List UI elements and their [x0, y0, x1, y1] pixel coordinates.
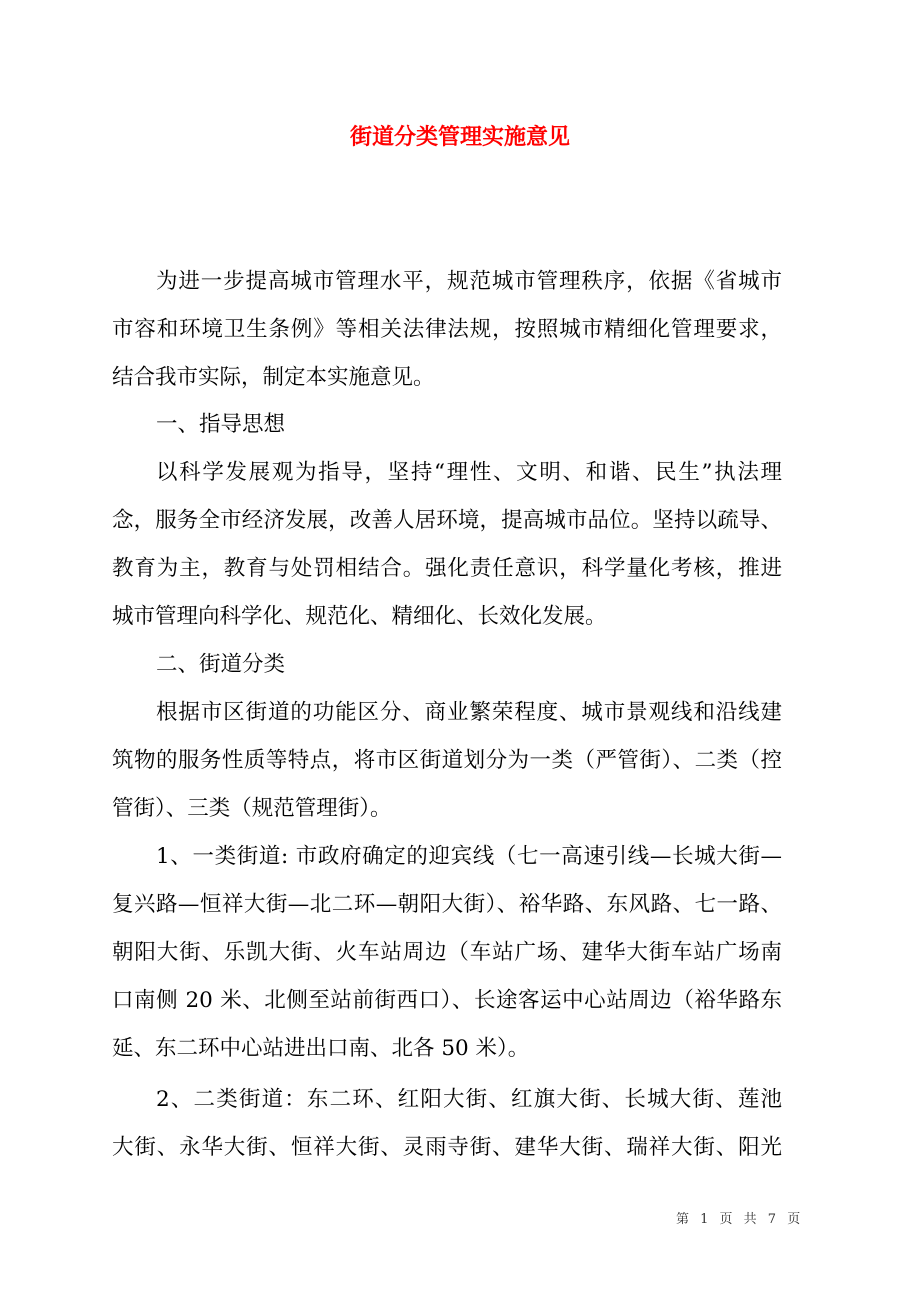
text-line: 大街、永华大街、恒祥大街、灵雨寺街、建华大街、瑞祥大街、阳光: [112, 1135, 782, 1160]
text-line: 1、一类街道: 市政府确定的迎宾线（七一高速引线—长城大街—: [156, 844, 782, 869]
text-line: 教育为主，教育与处罚相结合。强化责任意识，科学量化考核，推进: [112, 556, 782, 581]
text-line: 筑物的服务性质等特点，将市区街道划分为一类（严管街）、二类（控: [112, 748, 782, 773]
text-line: 为进一步提高城市管理水平，规范城市管理秩序，依据《省城市: [156, 269, 782, 294]
text-line: 以科学发展观为指导，坚持“理性、文明、和谐、民生”执法理: [156, 460, 782, 485]
text-line: 朝阳大街、乐凯大街、火车站周边（车站广场、建华大街车站广场南: [112, 940, 782, 965]
text-line: 管街）、三类（规范管理街）。: [112, 796, 392, 821]
text-line: 复兴路—恒祥大街—北二环—朝阳大街）、裕华路、东风路、七一路、: [112, 892, 782, 917]
document-title: 街道分类管理实施意见: [349, 124, 570, 150]
text-line: 延、东二环中心站进出口南、北各 50 米）。: [112, 1036, 530, 1061]
text-line: 口南侧 20 米、北侧至站前街西口）、长途客运中心站周边（裕华路东: [112, 988, 782, 1013]
text-line: 2、二类街道：东二环、红阳大街、红旗大街、长城大街、莲池: [156, 1087, 782, 1112]
text-line: 市容和环境卫生条例》等相关法律法规，按照城市精细化管理要求，: [112, 317, 782, 342]
text-line: 根据市区街道的功能区分、商业繁荣程度、城市景观线和沿线建: [156, 700, 782, 725]
text-line: 念，服务全市经济发展，改善人居环境，提高城市品位。坚持以疏导、: [112, 508, 782, 533]
text-line: 结合我市实际，制定本实施意见。: [112, 365, 435, 390]
page-number-footer: 第 1 页 共 7 页: [676, 1212, 803, 1227]
text-line: 一、指导思想: [156, 412, 286, 437]
text-line: 城市管理向科学化、规范化、精细化、长效化发展。: [112, 604, 607, 629]
text-line: 二、街道分类: [156, 652, 286, 677]
